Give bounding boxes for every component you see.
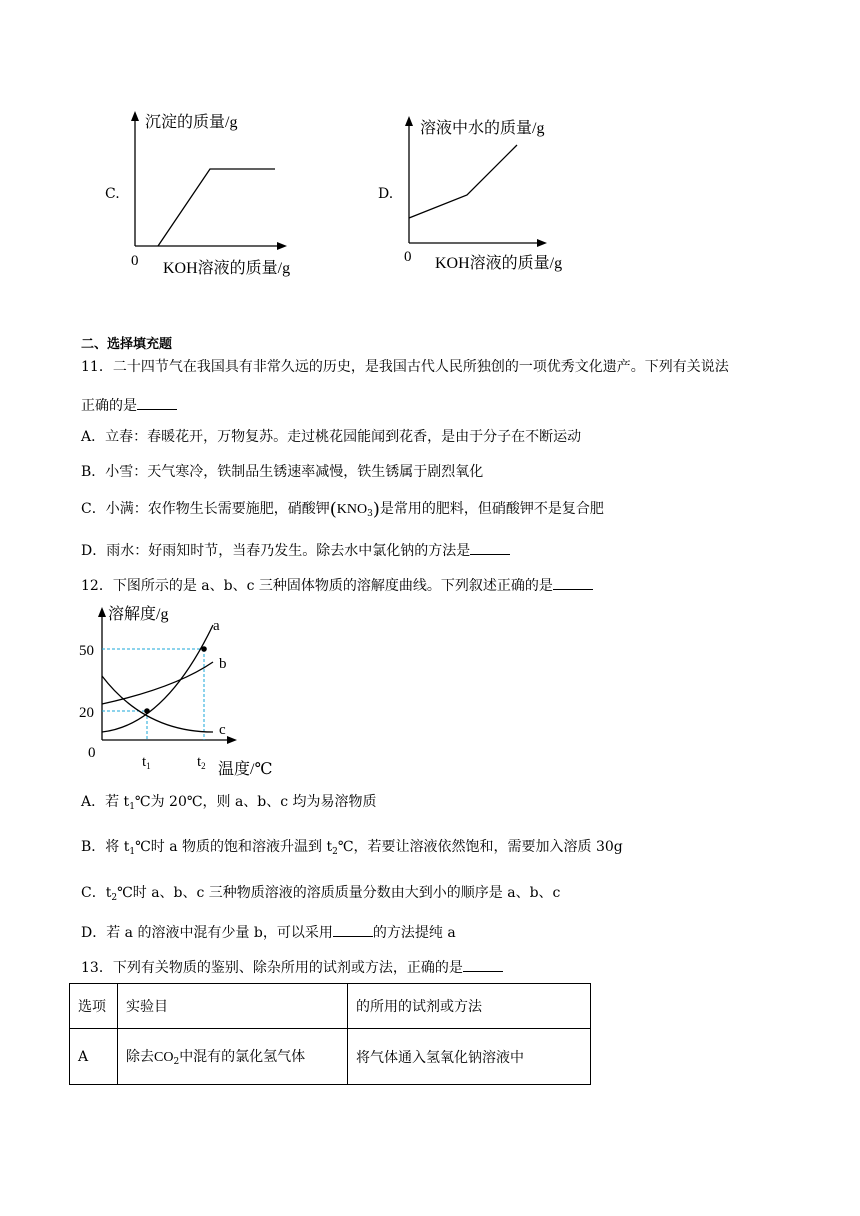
table-header-row	[70, 984, 591, 1029]
x-axis-arrow	[227, 736, 237, 744]
y-axis-label: 溶解度/g	[108, 606, 169, 623]
q12-b-sub2: 2	[332, 847, 338, 857]
origin-label: 0	[131, 253, 139, 269]
q12-d-pre: D．若 a 的溶液中混有少量 b，可以采用	[81, 925, 333, 941]
curve-b	[102, 662, 213, 704]
x-axis-arrow	[277, 242, 287, 250]
option-d-chart-svg	[395, 110, 615, 280]
q11-option-b: B．小雪：天气寒冷，铁制品生锈速率减慢，铁生锈属于剧烈氧化	[81, 464, 484, 480]
water-mass-line	[409, 145, 517, 218]
row-a-goal-post: 中混有的氯化氢气体	[179, 1049, 306, 1065]
row-a-method: 将气体通入氢氧化钠溶液中	[348, 1029, 591, 1085]
solubility-chart	[75, 600, 295, 780]
q12-c-pre: C．t	[81, 885, 112, 901]
row-a-goal-pre: 除去	[126, 1049, 154, 1065]
q12-option-d	[81, 922, 456, 943]
q12-c-sub: 2	[111, 893, 118, 903]
curve-c	[102, 676, 213, 732]
tick-label-t1: $t_1$	[142, 754, 151, 771]
q13-stem-text: 13．下列有关物质的鉴别、除杂所用的试剂或方法，正确的是	[81, 960, 463, 976]
q13-table	[69, 983, 591, 1085]
series-label-c: c	[219, 722, 226, 738]
q12-stem-text: 12．下图所示的是 a、b、c 三种固体物质的溶解度曲线。下列叙述正确的是	[81, 578, 553, 594]
curve-a	[102, 625, 213, 732]
y-axis-arrow	[405, 116, 413, 126]
q12-stem	[81, 575, 593, 596]
q12-a-pre: A．若 t	[81, 794, 130, 810]
q13-answer-blank[interactable]	[463, 957, 503, 972]
formula-subscript: 3	[367, 509, 373, 519]
tick-label-50: 50	[79, 643, 94, 659]
option-d-chart	[395, 110, 615, 280]
q12-b-pre: B．将 t	[81, 839, 130, 855]
q12-option-a	[81, 792, 377, 817]
q12-option-b	[81, 837, 623, 862]
tick-label-t2: $t_2$	[197, 754, 206, 771]
table-row	[70, 1029, 591, 1085]
q11-stem-line2	[81, 395, 177, 416]
q11-option-d-text: D．雨水：好雨知时节，当春乃发生。除去水中氯化钠的方法是	[81, 543, 471, 559]
y-axis-arrow	[98, 607, 106, 617]
q11-stem-line1: 11．二十四节气在我国具有非常久远的历史，是我国古代人民所独创的一项优秀文化遗产。下列有关说法	[81, 359, 729, 375]
q12-c-post: ℃时 a、b、c 三种物质溶液的溶质质量分数由大到小的顺序是 a、b、c	[117, 885, 561, 901]
y-axis-label: 溶液中水的质量/g	[420, 120, 545, 137]
origin-label: 0	[404, 249, 412, 265]
intersection-point	[144, 708, 150, 714]
q11-option-c-pre: C．小满：农作物生长需要施肥，硝酸钾	[81, 501, 330, 517]
q12-answer-blank[interactable]	[553, 575, 593, 590]
option-d-label: D.	[378, 186, 394, 202]
x-axis-label: 温度/℃	[218, 761, 273, 778]
solubility-chart-svg	[75, 600, 295, 780]
header-option: 选项	[70, 984, 118, 1029]
q11-d-blank[interactable]	[470, 540, 510, 555]
precipitate-line	[158, 169, 275, 246]
point-a-t2	[201, 646, 207, 652]
q11-option-c-post: 是常用的肥料，但硝酸钾不是复合肥	[379, 501, 604, 517]
x-axis-arrow	[537, 239, 547, 247]
q11-answer-blank[interactable]	[137, 395, 177, 410]
q11-option-d	[81, 540, 510, 561]
q12-d-post: 的方法提纯 a	[372, 925, 456, 941]
formula-co2-sub: 2	[173, 1057, 180, 1067]
y-axis-arrow	[131, 111, 139, 121]
formula-kno3: KNO	[336, 502, 368, 517]
header-goal: 实验目	[118, 984, 348, 1029]
q11-stem-text: 正确的是	[81, 398, 137, 414]
series-label-b: b	[219, 656, 227, 672]
option-c-chart-svg	[120, 108, 330, 278]
q11-option-a: A．立春：春暖花开，万物复苏。走过桃花园能闻到花香，是由于分子在不断运动	[81, 429, 582, 445]
paren-close: )	[372, 499, 380, 520]
formula-co2: CO	[154, 1050, 174, 1065]
origin-label: 0	[88, 745, 96, 761]
tick-label-20: 20	[79, 705, 94, 721]
x-axis-label: KOH溶液的质量/g	[163, 260, 291, 277]
option-c-label: C.	[105, 186, 120, 202]
q12-b-mid: ℃时 a 物质的饱和溶液升温到 t	[135, 839, 333, 855]
q11-option-c	[81, 499, 604, 524]
x-axis-label: KOH溶液的质量/g	[435, 255, 563, 272]
section-title: 二、选择填充题	[81, 337, 173, 352]
q12-a-post: ℃为 20℃，则 a、b、c 均为易溶物质	[134, 794, 377, 810]
q12-b-sub1: 1	[129, 847, 136, 857]
option-c-chart	[120, 108, 330, 278]
y-axis-label: 沉淀的质量/g	[145, 114, 238, 131]
row-a-option: A	[70, 1029, 118, 1085]
q12-option-c	[81, 883, 560, 908]
q13-stem	[81, 957, 503, 978]
paren-open: (	[329, 499, 337, 520]
header-method: 的所用的试剂或方法	[348, 984, 591, 1029]
q12-a-sub: 1	[129, 802, 135, 812]
row-a-goal	[118, 1029, 348, 1085]
series-label-a: a	[213, 618, 220, 634]
q12-b-post: ℃，若要让溶液依然饱和，需要加入溶质 30g	[337, 839, 623, 855]
q12-d-blank[interactable]	[333, 922, 373, 937]
